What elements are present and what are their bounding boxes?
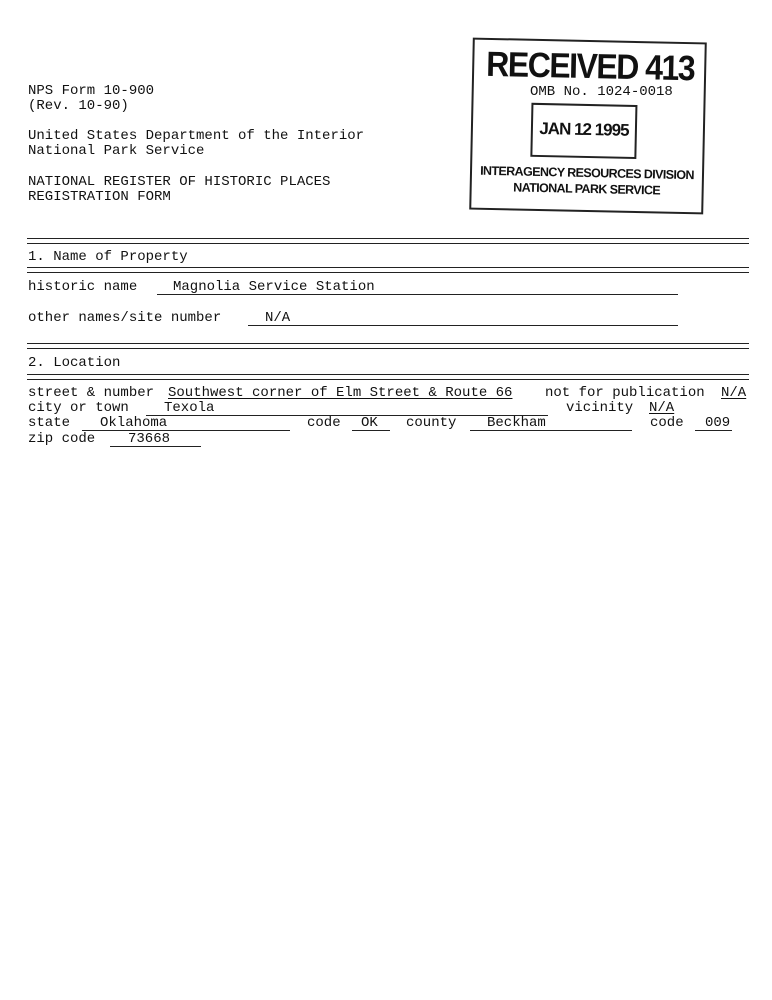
section-divider <box>27 238 749 244</box>
vicinity-value[interactable]: N/A <box>649 400 675 416</box>
stamp-agency: NATIONAL PARK SERVICE <box>513 180 661 198</box>
department-name: United States Department of the Interior <box>28 128 365 144</box>
state-value[interactable]: Oklahoma <box>100 415 168 431</box>
county-value[interactable]: Beckham <box>487 415 546 431</box>
section-divider <box>27 374 749 380</box>
city-label: city or town <box>28 400 129 416</box>
form-revision: (Rev. 10-90) <box>28 98 129 114</box>
historic-name-label: historic name <box>28 279 138 295</box>
zip-label: zip code <box>28 431 96 447</box>
register-name: NATIONAL REGISTER OF HISTORIC PLACES <box>28 174 331 190</box>
street-label: street & number <box>28 385 155 401</box>
state-code-value[interactable]: OK <box>361 415 378 431</box>
other-names-label: other names/site number <box>28 310 222 326</box>
form-title: REGISTRATION FORM <box>28 189 171 205</box>
service-name: National Park Service <box>28 143 205 159</box>
stamp-date: JAN 12 1995 <box>539 118 629 140</box>
omb-number: OMB No. 1024-0018 <box>530 84 673 100</box>
county-label: county <box>406 415 457 431</box>
stamp-date-box <box>530 103 637 159</box>
section1-heading: 1. Name of Property <box>28 249 188 265</box>
not-for-publication-label: not for publication <box>545 385 705 401</box>
not-for-publication-value[interactable]: N/A <box>721 385 747 401</box>
state-label: state <box>28 415 71 431</box>
section-divider <box>27 343 749 349</box>
received-stamp <box>469 38 707 215</box>
stamp-title: RECEIVED 413 <box>485 44 695 88</box>
section2-heading: 2. Location <box>28 355 121 371</box>
county-code-label: code <box>650 415 684 431</box>
vicinity-label: vicinity <box>566 400 634 416</box>
section-divider <box>27 267 749 273</box>
stamp-division: INTERAGENCY RESOURCES DIVISION <box>480 163 695 183</box>
street-value[interactable]: Southwest corner of Elm Street & Route 66 <box>168 385 513 401</box>
zip-value[interactable]: 73668 <box>128 431 171 447</box>
city-value[interactable]: Texola <box>164 400 215 416</box>
state-code-label: code <box>307 415 341 431</box>
county-code-value[interactable]: 009 <box>705 415 731 431</box>
other-names-value[interactable]: N/A <box>265 310 291 326</box>
other-names-line <box>248 325 678 326</box>
form-number: NPS Form 10-900 <box>28 83 155 99</box>
historic-name-value[interactable]: Magnolia Service Station <box>173 279 375 295</box>
